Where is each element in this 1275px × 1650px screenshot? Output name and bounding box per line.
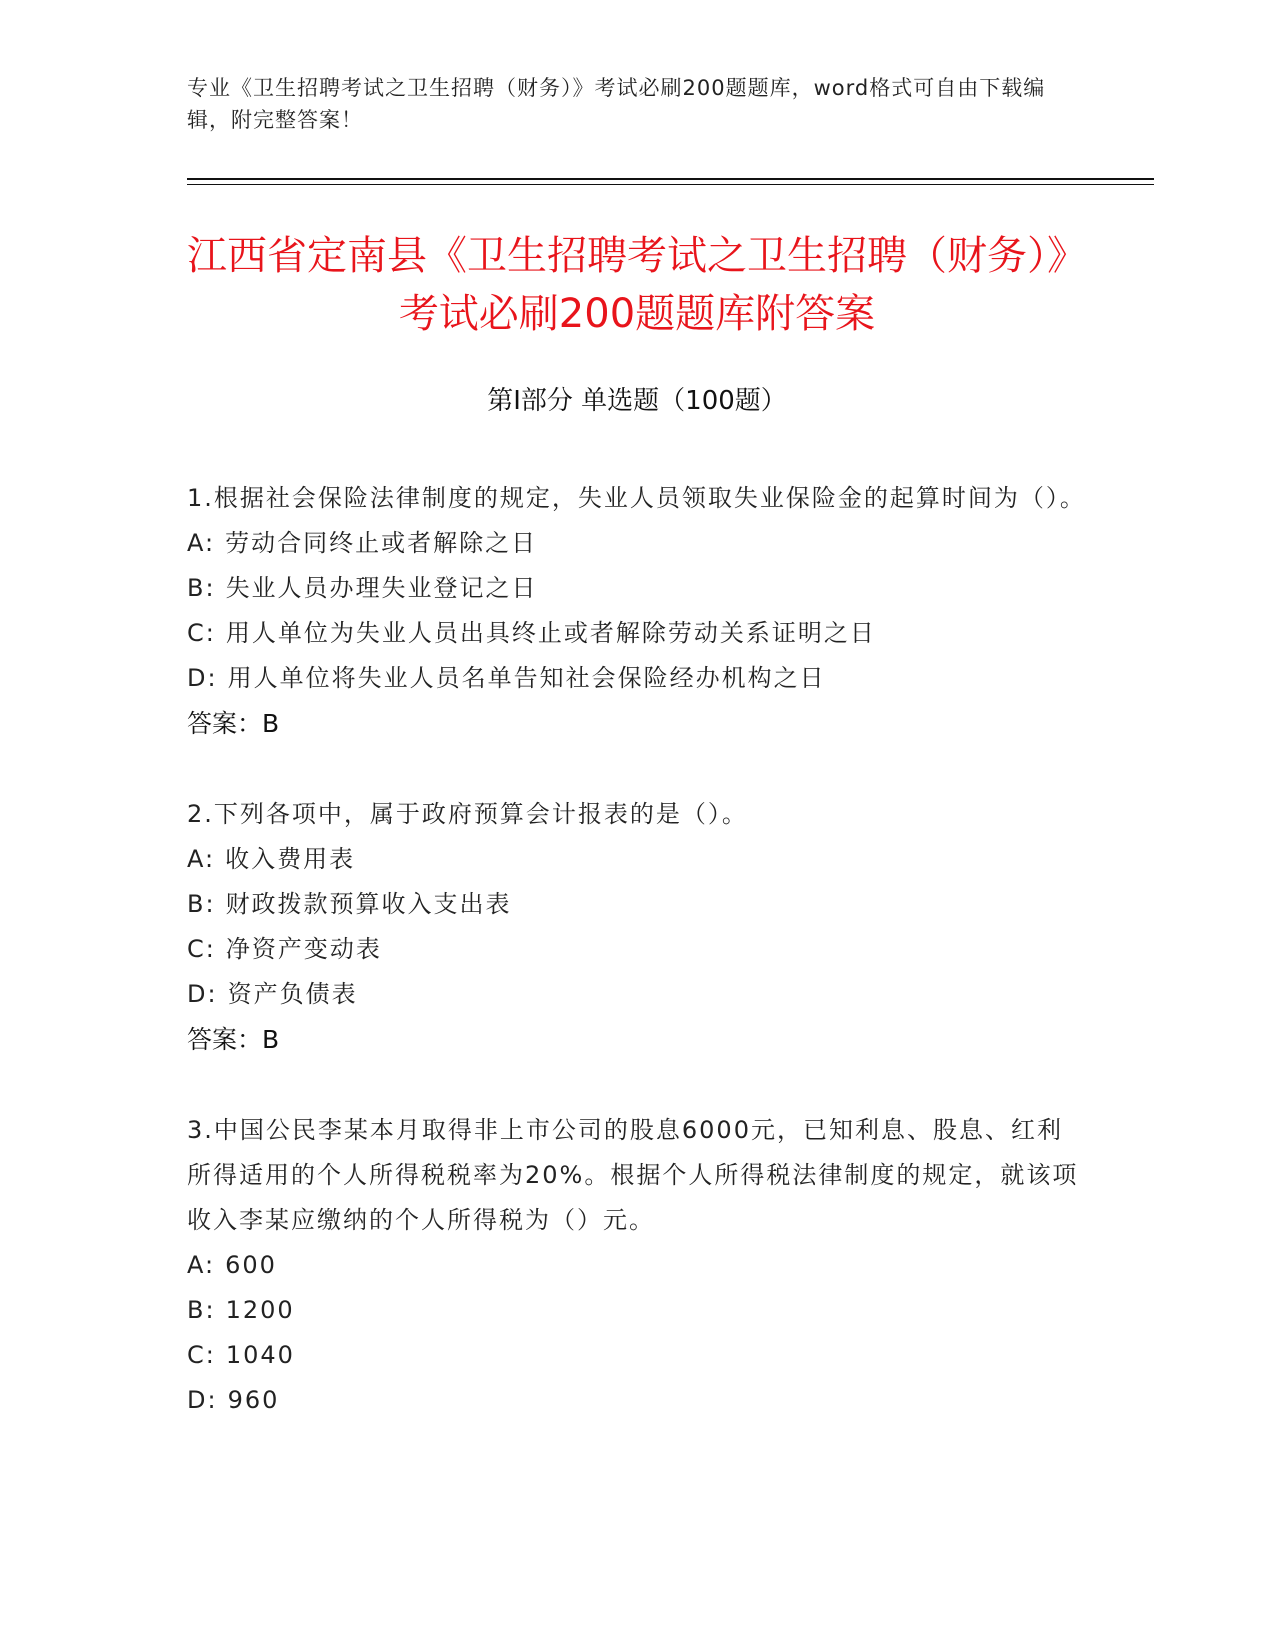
option-b (187, 882, 1087, 927)
answer-line: 答案：B (187, 709, 280, 738)
question-spacer (187, 1062, 1087, 1108)
option-key: A: (187, 845, 216, 873)
option-c (187, 611, 1087, 656)
option-text: 劳动合同终止或者解除之日 (225, 529, 538, 557)
option-text: 财政拨款预算收入支出表 (225, 890, 512, 918)
option-key: B: (187, 890, 216, 918)
option-text: 资产负债表 (227, 980, 358, 1008)
option-text: 失业人员办理失业登记之日 (225, 574, 538, 602)
question-stem: 3.中国公民李某本月取得非上市公司的股息6000元，已知利息、股息、红利所得适用的个人所得税税率为20%。根据个人所得税法律制度的规定，就该项收入李某应缴纳的个人所得税为（）元。 (187, 1116, 1079, 1234)
question-stem: 2.下列各项中，属于政府预算会计报表的是（）。 (187, 800, 748, 828)
question-stem: 1.根据社会保险法律制度的规定，失业人员领取失业保险金的起算时间为（）。 (187, 484, 1086, 512)
header-note: 专业《卫生招聘考试之卫生招聘（财务）》考试必刷200题题库，word格式可自由下载编辑，附完整答案！ (187, 76, 1046, 132)
question-spacer (187, 746, 1087, 792)
option-key: C: (187, 935, 216, 963)
section-title: 第I部分 单选题（100题） (487, 386, 787, 416)
question-1 (187, 476, 1087, 746)
option-key: A: (187, 529, 216, 557)
option-d (187, 656, 1087, 701)
option-key: B: (187, 574, 216, 602)
option-a (187, 1243, 1087, 1288)
option-key: D: (187, 1386, 218, 1414)
option-text: 用人单位为失业人员出具终止或者解除劳动关系证明之日 (225, 619, 876, 647)
header-rule-thick (187, 178, 1154, 180)
option-b (187, 1288, 1087, 1333)
option-text: 收入费用表 (225, 845, 356, 873)
header-rule-thin (187, 184, 1154, 185)
option-text: 960 (227, 1386, 280, 1414)
option-c (187, 927, 1087, 972)
option-a (187, 521, 1087, 566)
option-b (187, 566, 1087, 611)
option-text: 1200 (225, 1296, 295, 1324)
option-key: D: (187, 664, 218, 692)
option-text: 净资产变动表 (225, 935, 382, 963)
option-d (187, 972, 1087, 1017)
option-key: D: (187, 980, 218, 1008)
option-a (187, 837, 1087, 882)
document-title: 江西省定南县《卫生招聘考试之卫生招聘（财务）》考试必刷200题题库附答案 (187, 233, 1087, 337)
option-text: 用人单位将失业人员名单告知社会保险经办机构之日 (227, 664, 826, 692)
option-d (187, 1378, 1087, 1423)
option-key: C: (187, 1341, 216, 1369)
question-list (187, 476, 1087, 1423)
question-3 (187, 1108, 1087, 1423)
option-key: C: (187, 619, 216, 647)
option-key: A: (187, 1251, 216, 1279)
option-text: 1040 (225, 1341, 295, 1369)
option-text: 600 (225, 1251, 277, 1279)
option-key: B: (187, 1296, 216, 1324)
question-2 (187, 792, 1087, 1062)
answer-line: 答案：B (187, 1025, 280, 1054)
option-c (187, 1333, 1087, 1378)
